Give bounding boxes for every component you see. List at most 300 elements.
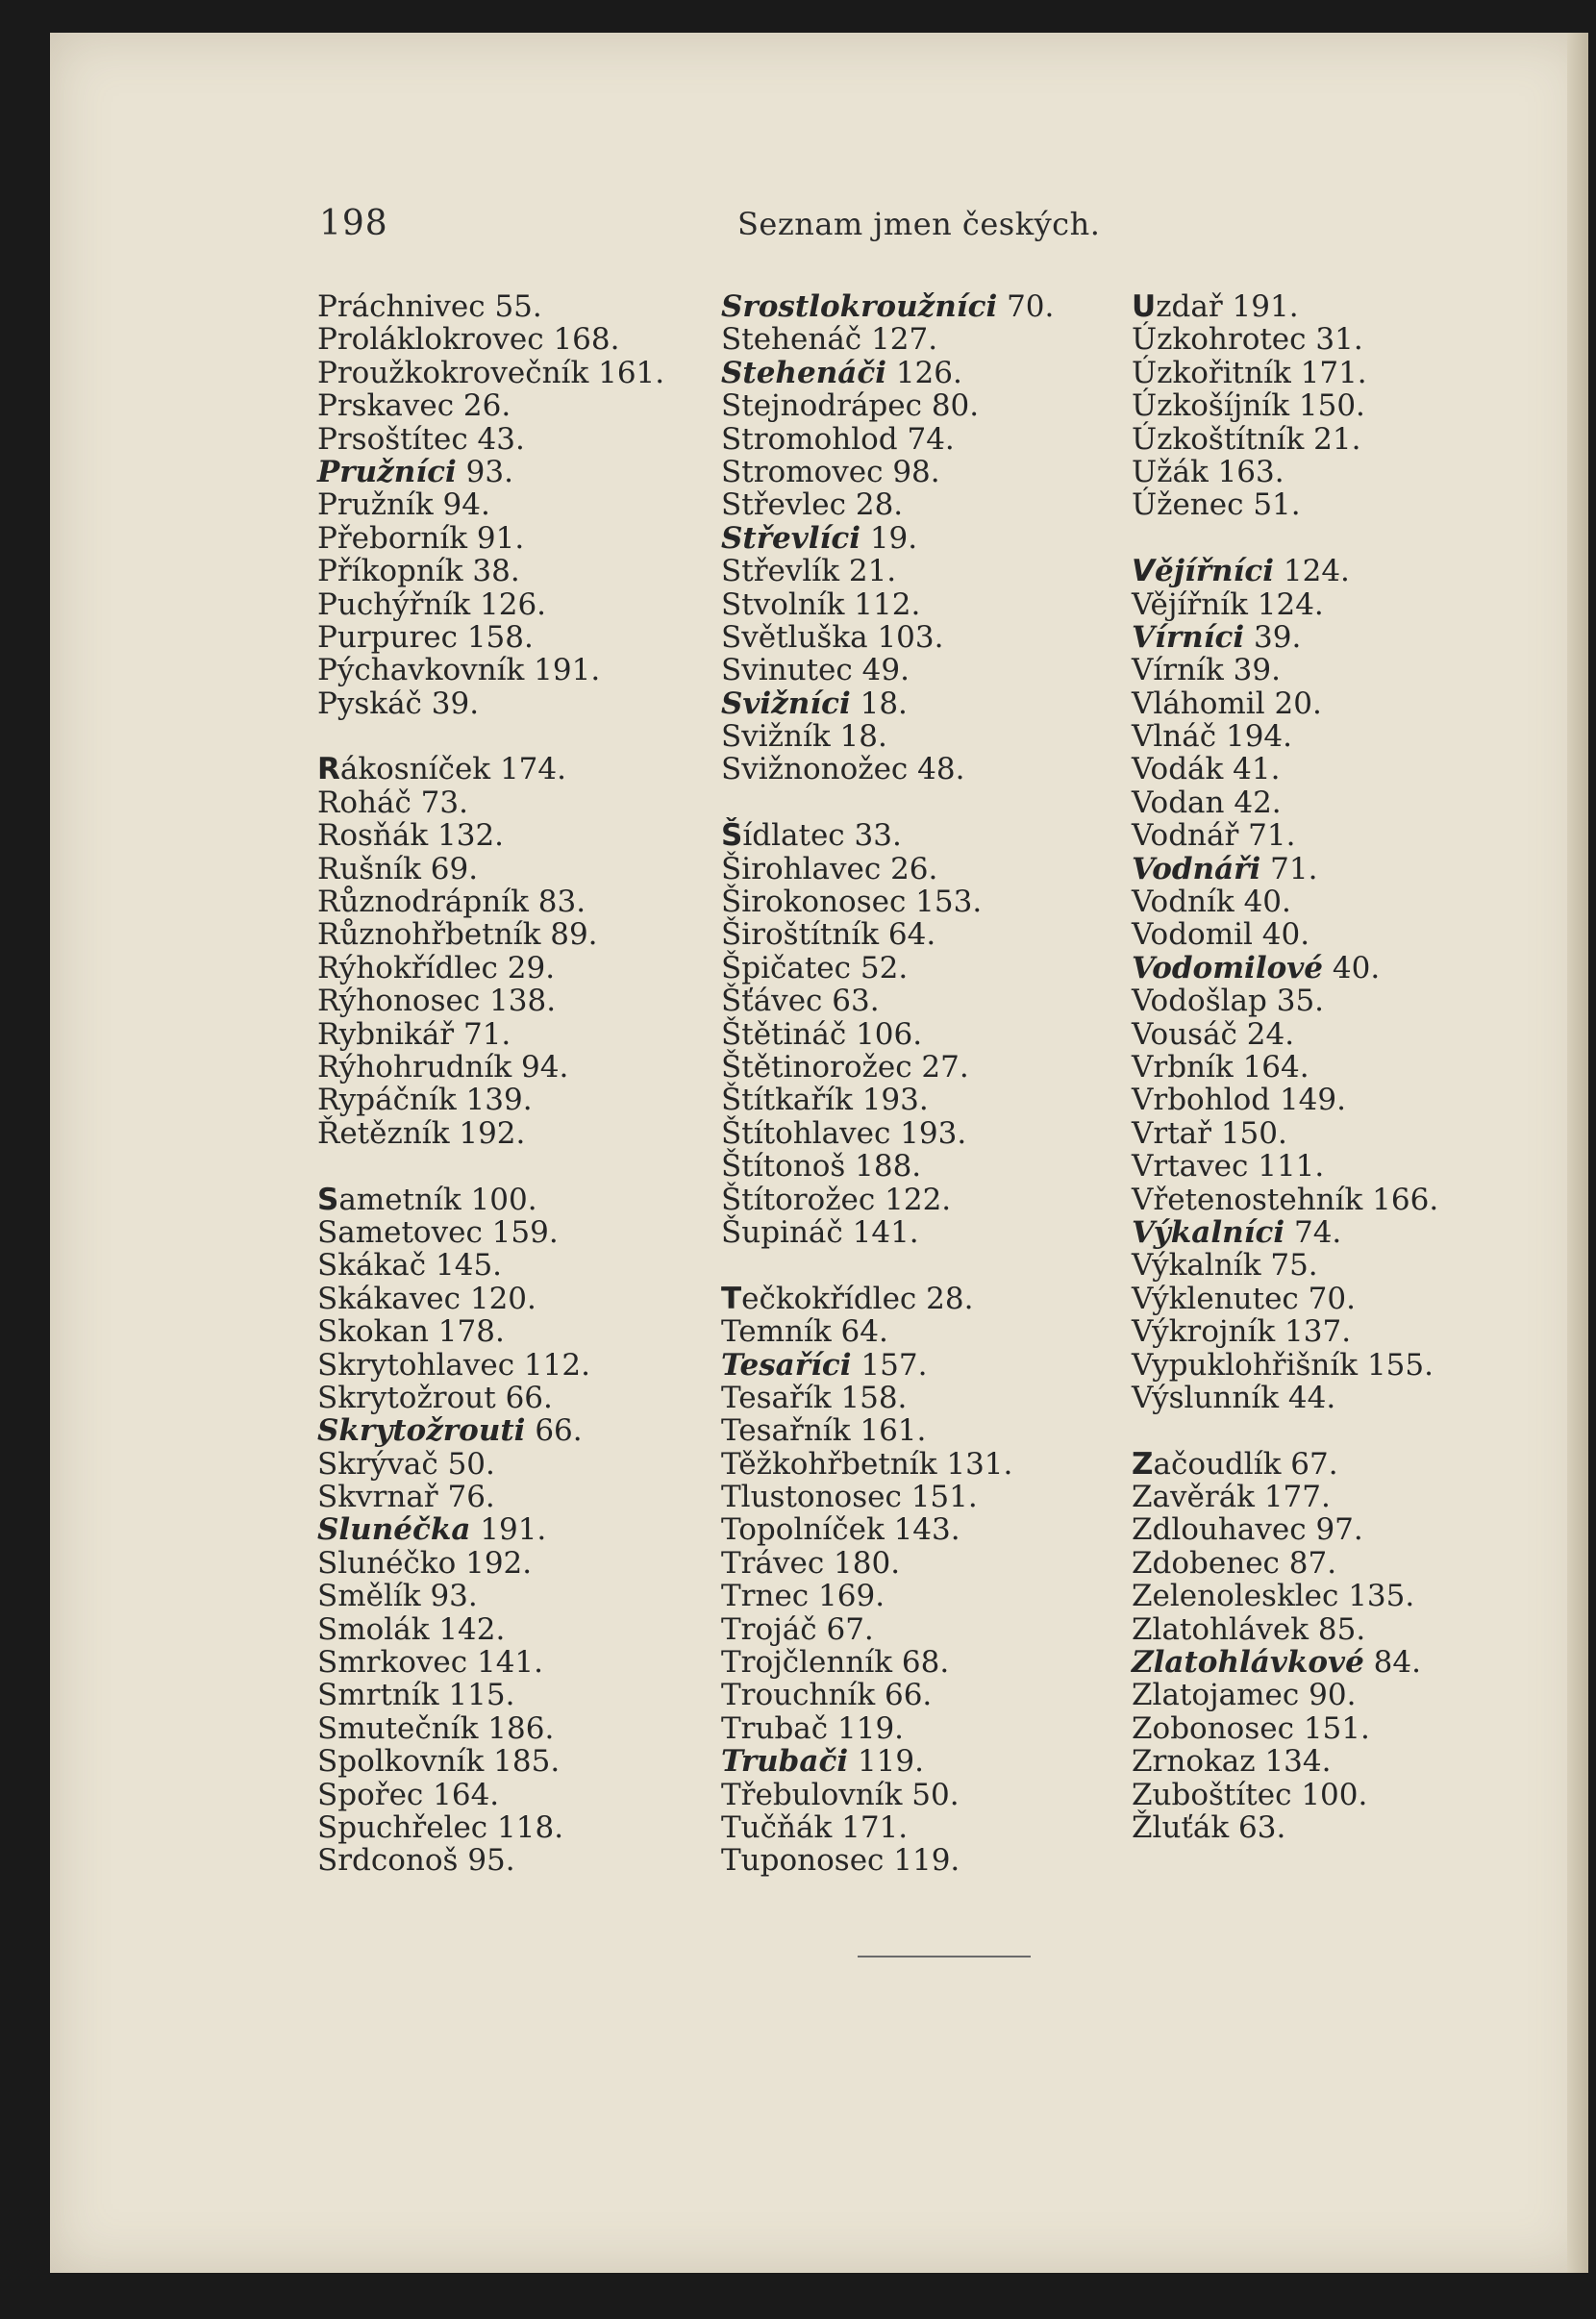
entry-page-ref: 112. [514, 1347, 590, 1383]
entry-name: Svižník [721, 719, 831, 755]
section-gap [1132, 522, 1438, 555]
book-page [50, 33, 1588, 2273]
entry-name: Trubači [721, 1744, 849, 1780]
index-entry [1132, 1150, 1438, 1183]
entry-page-ref: 31. [1306, 322, 1363, 358]
index-entry [317, 1448, 664, 1481]
index-entry [721, 985, 1054, 1017]
entry-name: Tesařík [721, 1380, 832, 1415]
index-entry [1132, 323, 1438, 356]
index-entry [1132, 1184, 1438, 1216]
entry-page-ref: 89. [540, 917, 598, 953]
index-entry [317, 1646, 664, 1679]
entry-name: Štítonoš [721, 1149, 846, 1184]
entry-page-ref: 18. [830, 719, 887, 755]
entry-name: Rákosníček [317, 752, 491, 787]
index-entry [1132, 786, 1438, 819]
entry-page-ref: 87. [1279, 1545, 1337, 1581]
entry-page-ref: 177. [1254, 1480, 1331, 1515]
index-entry [317, 1547, 664, 1580]
entry-name: Vírníci [1132, 619, 1245, 655]
entry-name: Špičatec [721, 950, 852, 985]
index-entry [317, 1051, 664, 1084]
entry-name: Tučňák [721, 1809, 833, 1845]
index-entry [1132, 1084, 1438, 1116]
entry-page-ref: 33. [844, 818, 902, 854]
index-entry [721, 1679, 1054, 1711]
index-entry [721, 1646, 1054, 1679]
entry-name: Skrytožrouti [317, 1413, 526, 1449]
index-entry [721, 1547, 1054, 1580]
entry-name: Spuchřelec [317, 1809, 488, 1845]
entry-name: Tuponosec [721, 1843, 885, 1879]
entry-page-ref: 42. [1224, 785, 1282, 820]
entry-name: Začoudlík [1132, 1446, 1282, 1482]
end-rule [858, 1956, 1031, 1957]
entry-page-ref: 171. [1290, 355, 1367, 390]
index-entry [1132, 357, 1438, 389]
entry-page-ref: 28. [846, 487, 904, 523]
section-gap [317, 720, 664, 753]
entry-page-ref: 115. [438, 1678, 515, 1713]
entry-name: Střevlík [721, 554, 839, 589]
index-entry [317, 687, 664, 720]
index-entry [721, 621, 1054, 654]
index-entry [721, 720, 1054, 753]
entry-page-ref: 119. [848, 1744, 924, 1780]
index-entry-genus [1132, 853, 1438, 885]
index-entry [1132, 1613, 1438, 1646]
entry-name: Stejnodrápec [721, 388, 922, 424]
entry-name: Trojčlenník [721, 1645, 893, 1681]
entry-name: Výslunník [1132, 1380, 1280, 1415]
index-entry [721, 1150, 1054, 1183]
entry-name: Široštítník [721, 917, 880, 953]
entry-page-ref: 150. [1289, 388, 1365, 424]
index-entry [317, 1811, 664, 1844]
entry-page-ref: 112. [844, 586, 921, 622]
entry-page-ref: 193. [890, 1115, 967, 1151]
index-entry [1132, 1679, 1438, 1711]
index-entry [1132, 885, 1438, 918]
section-initial: S [317, 1182, 339, 1217]
entry-name: Šídlatec [721, 818, 845, 854]
entry-name: Štítohlavec [721, 1115, 891, 1151]
entry-name: Zlatohlávkové [1132, 1645, 1364, 1681]
entry-name: Vodomil [1132, 917, 1253, 953]
entry-page-ref: 71. [1260, 851, 1318, 886]
entry-name: Vrtař [1132, 1115, 1211, 1151]
entry-name: Zuboštítec [1132, 1777, 1292, 1812]
entry-page-ref: 48. [908, 752, 965, 787]
entry-name: Zdobenec [1132, 1545, 1280, 1581]
index-entry [721, 588, 1054, 621]
index-entry [317, 323, 664, 356]
entry-page-ref: 157. [851, 1347, 928, 1383]
index-entry [1132, 918, 1438, 951]
entry-name: Smělík [317, 1579, 421, 1614]
index-entry-genus [721, 357, 1054, 389]
entry-page-ref: 71. [1238, 818, 1296, 854]
index-entry [317, 1315, 664, 1348]
entry-page-ref: 26. [881, 851, 938, 886]
entry-name: Úženec [1132, 487, 1244, 523]
index-entry [1132, 290, 1438, 323]
index-entry [721, 1844, 1054, 1877]
entry-name: Sametník [317, 1182, 461, 1217]
entry-page-ref: 84. [1363, 1645, 1421, 1681]
entry-name: Vrbník [1132, 1049, 1234, 1085]
entry-page-ref: 127. [861, 322, 938, 358]
index-entry [1132, 1051, 1438, 1084]
entry-name: Zelenolesklec [1132, 1579, 1339, 1614]
entry-name: Skrytohlavec [317, 1347, 515, 1383]
entry-name: Žluťák [1132, 1809, 1230, 1845]
entry-page-ref: 69. [420, 851, 479, 886]
index-entry [317, 555, 664, 587]
entry-name: Svižníci [721, 686, 851, 721]
section-gap [721, 1249, 1054, 1282]
entry-page-ref: 66. [495, 1380, 553, 1415]
entry-name: Stromovec [721, 454, 884, 489]
entry-page-ref: 94. [433, 487, 490, 523]
index-entry [721, 1216, 1054, 1249]
index-entry [721, 885, 1054, 918]
entry-name: Rýhokřídlec [317, 950, 498, 985]
index-entry [317, 1712, 664, 1745]
index-entry [317, 1249, 664, 1282]
index-entry [317, 952, 664, 985]
index-entry [1132, 1811, 1438, 1844]
section-gap [317, 1150, 664, 1183]
entry-name: Úzkohrotec [1132, 322, 1307, 358]
entry-name: Štětinorožec [721, 1049, 912, 1085]
index-entry-genus [721, 1349, 1054, 1382]
entry-name: Skrytožrout [317, 1380, 496, 1415]
entry-page-ref: 27. [911, 1049, 969, 1085]
index-entry [721, 1084, 1054, 1116]
entry-page-ref: 180. [824, 1545, 901, 1581]
entry-page-ref: 83. [528, 885, 586, 920]
entry-name: Zlatojamec [1132, 1678, 1300, 1713]
entry-page-ref: 21. [1304, 421, 1361, 457]
entry-page-ref: 163. [1208, 454, 1284, 489]
entry-page-ref: 98. [883, 454, 940, 489]
entry-name: Vějířník [1132, 586, 1248, 622]
index-entry [317, 389, 664, 422]
index-entry [317, 357, 664, 389]
entry-name: Vousáč [1132, 1016, 1237, 1052]
index-entry [1132, 1283, 1438, 1315]
index-entry-genus [317, 456, 664, 488]
entry-page-ref: 119. [884, 1843, 960, 1879]
entry-page-ref: 94. [511, 1049, 569, 1085]
entry-page-ref: 74. [1284, 1214, 1342, 1250]
entry-page-ref: 40. [1252, 917, 1310, 953]
entry-page-ref: 63. [1229, 1809, 1286, 1845]
entry-page-ref: 35. [1266, 984, 1325, 1019]
index-entry [721, 323, 1054, 356]
index-entry [721, 1613, 1054, 1646]
entry-name: Výkalníci [1132, 1214, 1285, 1250]
entry-name: Tesařník [721, 1413, 851, 1449]
entry-page-ref: 191. [1222, 289, 1299, 324]
entry-name: Trávec [721, 1545, 825, 1581]
entry-page-ref: 158. [457, 619, 534, 655]
entry-page-ref: 24. [1236, 1016, 1295, 1052]
entry-name: Srdconoš [317, 1843, 459, 1879]
entry-page-ref: 192. [456, 1545, 533, 1581]
entry-name: Rosňák [317, 818, 429, 854]
entry-name: Svižnonožec [721, 752, 909, 787]
entry-page-ref: 39. [421, 686, 480, 721]
entry-page-ref: 95. [458, 1843, 515, 1879]
entry-page-ref: 174. [490, 752, 566, 787]
index-entry [1132, 1513, 1438, 1546]
entry-page-ref: 142. [429, 1611, 506, 1647]
entry-name: Vypuklohřišník [1132, 1347, 1359, 1383]
entry-page-ref: 66. [525, 1413, 583, 1449]
index-entry-genus [1132, 952, 1438, 985]
index-entry-genus [317, 1414, 664, 1447]
index-entry [317, 1481, 664, 1513]
entry-name: Skvrnař [317, 1480, 438, 1515]
entry-page-ref: 134. [1255, 1744, 1332, 1780]
entry-name: Puchýřník [317, 586, 471, 622]
entry-page-ref: 90. [1299, 1678, 1357, 1713]
entry-page-ref: 28. [916, 1281, 974, 1316]
index-entry [721, 952, 1054, 985]
entry-name: Užák [1132, 454, 1209, 489]
index-entry [721, 1382, 1054, 1414]
entry-name: Skokan [317, 1314, 429, 1350]
entry-name: Výklenutec [1132, 1281, 1299, 1316]
index-entry [1132, 1547, 1438, 1580]
entry-page-ref: 145. [426, 1248, 503, 1284]
entry-page-ref: 29. [497, 950, 556, 985]
index-entry [721, 1481, 1054, 1513]
index-entry [317, 1117, 664, 1150]
index-entry [721, 819, 1054, 852]
entry-page-ref: 120. [461, 1281, 536, 1316]
entry-page-ref: 39. [1223, 653, 1281, 688]
entry-name: Vodomilové [1132, 950, 1324, 985]
index-entry [1132, 1382, 1438, 1414]
entry-name: Trubač [721, 1710, 829, 1746]
entry-page-ref: 21. [839, 554, 897, 589]
entry-page-ref: 150. [1210, 1115, 1287, 1151]
entry-name: Výkalník [1132, 1248, 1261, 1284]
index-entry [317, 654, 664, 686]
section-initial: T [721, 1281, 742, 1316]
entry-page-ref: 44. [1279, 1380, 1336, 1415]
entry-name: Sametovec [317, 1214, 483, 1250]
entry-name: Trojáč [721, 1611, 817, 1647]
entry-page-ref: 118. [487, 1809, 564, 1845]
entry-name: Zrnokaz [1132, 1744, 1256, 1780]
index-entry-genus [721, 1745, 1054, 1778]
entry-page-ref: 185. [484, 1744, 561, 1780]
entry-name: Purpurec [317, 619, 458, 655]
entry-page-ref: 143. [884, 1512, 960, 1548]
entry-name: Rýhonosec [317, 984, 481, 1019]
entry-page-ref: 186. [478, 1710, 555, 1746]
entry-name: Práchnivec [317, 289, 486, 324]
index-entry [317, 1613, 664, 1646]
entry-page-ref: 161. [850, 1413, 927, 1449]
entry-page-ref: 139. [456, 1083, 533, 1118]
index-entry [721, 456, 1054, 488]
index-entry [721, 1712, 1054, 1745]
entry-name: Proláklokrovec [317, 322, 544, 358]
index-entry [721, 753, 1054, 785]
entry-name: Úzkošíjník [1132, 388, 1290, 424]
entry-page-ref: 43. [467, 421, 525, 457]
entry-page-ref: 40. [1234, 885, 1291, 920]
entry-page-ref: 124. [1247, 586, 1324, 622]
entry-name: Rušník [317, 851, 421, 886]
index-entry [317, 488, 664, 521]
index-entry-genus [1132, 621, 1438, 654]
section-initial: Š [721, 818, 743, 854]
entry-name: Příkopník [317, 554, 463, 589]
entry-name: Skákač [317, 1248, 427, 1284]
entry-name: Pružníci [317, 454, 457, 489]
index-entry [1132, 488, 1438, 521]
entry-page-ref: 141. [842, 1214, 919, 1250]
entry-page-ref: 151. [1293, 1710, 1370, 1746]
index-entry [317, 918, 664, 951]
entry-page-ref: 55. [485, 289, 542, 324]
entry-page-ref: 164. [1233, 1049, 1309, 1085]
entry-page-ref: 192. [449, 1115, 526, 1151]
entry-page-ref: 126. [470, 586, 547, 622]
entry-page-ref: 39. [1244, 619, 1302, 655]
entry-name: Střevlíci [721, 520, 860, 556]
index-entry [317, 1580, 664, 1612]
entry-page-ref: 191. [524, 653, 601, 688]
index-entry [1132, 687, 1438, 720]
entry-page-ref: 126. [885, 355, 962, 390]
entry-name: Slunéčko [317, 1545, 457, 1581]
entry-name: Vějířníci [1132, 554, 1275, 589]
entry-name: Prsoštítec [317, 421, 468, 457]
entry-page-ref: 52. [851, 950, 909, 985]
index-entry [721, 555, 1054, 587]
entry-name: Úzkořitník [1132, 355, 1291, 390]
index-entry [317, 853, 664, 885]
index-entry [317, 1745, 664, 1778]
entry-page-ref: 169. [809, 1579, 885, 1614]
index-entry [721, 853, 1054, 885]
index-entry [721, 1117, 1054, 1150]
index-entry [1132, 1249, 1438, 1282]
index-entry [317, 885, 664, 918]
index-entry [721, 488, 1054, 521]
entry-name: Štítorožec [721, 1182, 876, 1217]
entry-name: Zavěrák [1132, 1480, 1255, 1515]
entry-page-ref: 19. [860, 520, 918, 556]
entry-name: Výkrojník [1132, 1314, 1276, 1350]
index-entry-genus [1132, 555, 1438, 587]
index-entry [721, 1513, 1054, 1546]
entry-page-ref: 49. [852, 653, 910, 688]
index-entry [721, 1051, 1054, 1084]
entry-page-ref: 132. [428, 818, 505, 854]
entry-name: Vrtavec [1132, 1149, 1249, 1184]
entry-page-ref: 168. [543, 322, 620, 358]
entry-page-ref: 100. [461, 1182, 537, 1217]
page-edge [1567, 33, 1588, 2273]
entry-name: Vodnář [1132, 818, 1239, 854]
entry-name: Tesaříci [721, 1347, 852, 1383]
index-column-2 [721, 290, 1054, 1878]
entry-page-ref: 50. [902, 1777, 960, 1812]
index-entry [721, 1184, 1054, 1216]
entry-page-ref: 97. [1306, 1512, 1363, 1548]
entry-name: Štítkařík [721, 1083, 853, 1118]
index-entry [317, 786, 664, 819]
entry-page-ref: 64. [879, 917, 936, 953]
entry-page-ref: 38. [462, 554, 520, 589]
index-entry-genus [317, 1513, 664, 1546]
entry-name: Třebulovník [721, 1777, 903, 1812]
index-entry [1132, 1315, 1438, 1348]
entry-name: Rýhohrudník [317, 1049, 512, 1085]
entry-name: Roháč [317, 785, 411, 820]
entry-name: Úzkoštítník [1132, 421, 1305, 457]
entry-page-ref: 194. [1216, 719, 1293, 755]
index-entry [721, 389, 1054, 422]
entry-name: Skrývač [317, 1446, 438, 1482]
entry-page-ref: 73. [411, 785, 468, 820]
index-entry [317, 290, 664, 323]
entry-page-ref: 151. [901, 1480, 978, 1515]
entry-name: Tečkokřídlec [721, 1281, 917, 1316]
entry-page-ref: 41. [1223, 752, 1281, 787]
entry-page-ref: 166. [1362, 1182, 1439, 1217]
index-entry [1132, 819, 1438, 852]
entry-name: Temník [721, 1314, 832, 1350]
entry-name: Tlustonosec [721, 1480, 902, 1515]
entry-page-ref: 138. [480, 984, 557, 1019]
index-entry [721, 1414, 1054, 1447]
entry-page-ref: 20. [1264, 686, 1322, 721]
entry-page-ref: 66. [875, 1678, 933, 1713]
index-entry [1132, 753, 1438, 785]
entry-name: Smutečník [317, 1710, 479, 1746]
entry-name: Topolníček [721, 1512, 885, 1548]
entry-page-ref: 40. [1323, 950, 1381, 985]
index-entry [721, 1779, 1054, 1811]
entry-name: Vřetenostehník [1132, 1182, 1363, 1217]
index-entry-genus [1132, 1646, 1438, 1679]
index-entry [317, 1283, 664, 1315]
entry-page-ref: 50. [437, 1446, 495, 1482]
section-gap [721, 786, 1054, 819]
index-entry [317, 1084, 664, 1116]
section-initial: U [1132, 289, 1157, 324]
entry-name: Světluška [721, 619, 868, 655]
entry-name: Pýchavkovník [317, 653, 525, 688]
index-entry [317, 423, 664, 456]
index-entry [721, 1018, 1054, 1051]
entry-name: Vodník [1132, 885, 1234, 920]
index-entry [1132, 1448, 1438, 1481]
entry-name: Širohlavec [721, 851, 882, 886]
entry-page-ref: 67. [1281, 1446, 1338, 1482]
entry-page-ref: 124. [1274, 554, 1350, 589]
